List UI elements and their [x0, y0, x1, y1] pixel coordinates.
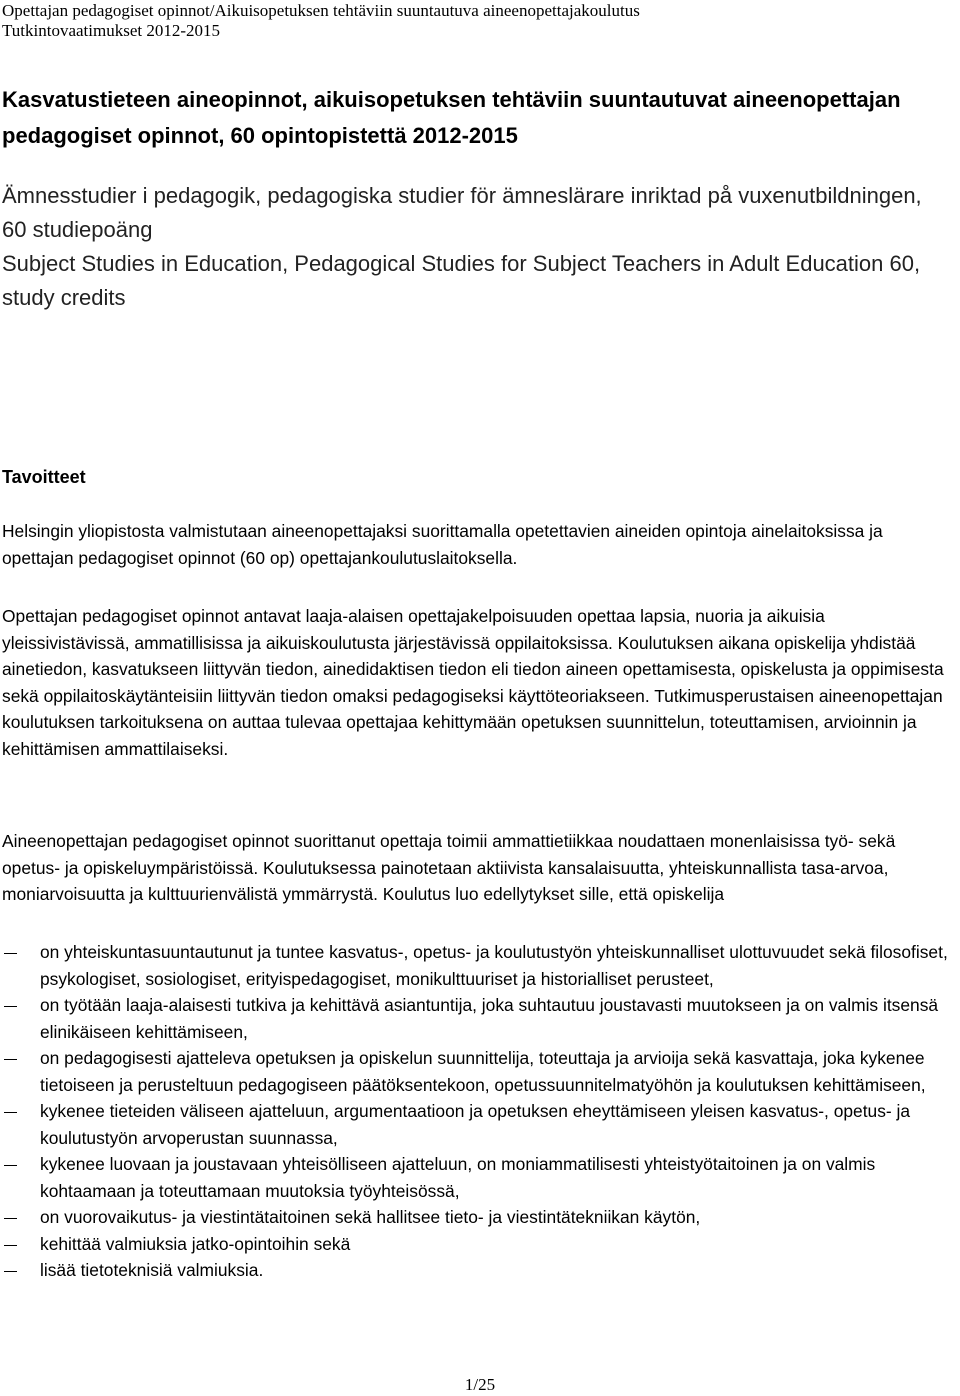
header-course-line: Opettajan pedagogiset opinnot/Aikuisopetuksen tehtäviin suuntautuva aineenopettajakoulutus: [2, 1, 640, 20]
list-item: [2, 1231, 957, 1258]
list-item-text: on pedagogisesti ajatteleva opetuksen ja opiskelun suunnittelija, toteuttaja ja arvioija sekä kasvattaja, joka kykenee tietoiseen ja perusteltuun pedagogiseen päätöksentekoon, opetussuunnitelmatyöhön ja koulutuksen kehittämiseen,: [40, 1048, 926, 1095]
list-item: [2, 939, 957, 992]
paragraph-qualification: Opettajan pedagogiset opinnot antavat laaja-alaisen opettajakelpoisuuden opettaa lapsia, nuoria ja aikuisia yleissivistävissä, ammatillisissa ja aikuiskoulutusta järjestävissä oppilaitoksissa. Koulutuksen aikana opiskelija yhdistää ainetiedon, kasvatukseen liittyvän tiedon, ainedidaktisen tiedon eli tiedon aineen opettamisesta, opiskelusta ja oppimisesta sekä oppilaitoskäytänteisiin liittyvän tiedon omaksi pedagogiseksi käyttöteoriakseen. Tutkimusperustaisen aineenopettajan koulutuksen tarkoituksena on auttaa tulevaa opettajaa kehittymään opetuksen suunnittelun, toteuttamisen, arvioinnin ja kehittämisen ammattilaiseksi.: [2, 606, 944, 759]
list-item-text: on työtään laaja-alaisesti tutkiva ja kehittävä asiantuntija, joka suhtautuu joustavasti muutokseen ja on valmis itsensä elinikäiseen kehittämiseen,: [40, 995, 939, 1042]
header-requirements-line: Tutkintovaatimukset 2012-2015: [2, 21, 221, 40]
document-title: Kasvatustieteen aineopinnot, aikuisopetuksen tehtäviin suuntautuvat aineenopettajan pedagogiset opinnot, 60 opintopistettä 2012-2015: [2, 87, 901, 148]
list-item: [2, 1045, 957, 1098]
list-item: [2, 992, 957, 1045]
paragraph-ethics: Aineenopettajan pedagogiset opinnot suorittanut opettaja toimii ammattietiikkaa noudattaen monenlaisissa työ- sekä opetus- ja opiskeluympäristöissä. Koulutuksessa painotetaan aktiivista kansalaisuutta, yhteiskunnallista tasa-arvoa, moniarvoisuutta ja kulttuurienvälistä ymmärrystä. Koulutus luo edellytykset sille, että opiskelija: [2, 831, 896, 904]
subtitle-swedish: Ämnesstudier i pedagogik, pedagogiska studier för ämneslärare inriktad på vuxenutbildningen, 60 studiepoäng: [2, 183, 922, 242]
dash-bullet: [4, 1245, 17, 1246]
page-number: 1/25: [464, 1375, 496, 1394]
page-header: [2, 1, 952, 41]
dash-bullet: [4, 1059, 17, 1060]
subtitle-block: [2, 179, 952, 315]
goals-list: [2, 939, 957, 1284]
dash-bullet: [4, 953, 17, 954]
list-item-text: on vuorovaikutus- ja viestintätaitoinen sekä hallitsee tieto- ja viestintätekniikan käytön,: [40, 1207, 701, 1227]
list-item-text: kykenee luovaan ja joustavaan yhteisölliseen ajatteluun, on moniammatilisesti yhteistyötaitoinen ja on valmis kohtaamaan ja toteuttamaan muutoksia työyhteisössä,: [40, 1154, 876, 1201]
dash-bullet: [4, 1218, 17, 1219]
list-item: [2, 1151, 957, 1204]
list-item-text: kykenee tieteiden väliseen ajatteluun, argumentaatioon ja opetuksen eheyttämiseen yleisen kasvatus-, opetus- ja koulutustyön arvoperustan suunnassa,: [40, 1101, 911, 1148]
list-item-text: on yhteiskuntasuuntautunut ja tuntee kasvatus-, opetus- ja koulutustyön yhteiskunnalliset ulottuvuudet sekä filosofiset, psykologiset, sosiologiset, erityispedagogiset, monikulttuuriset ja historialliset perusteet,: [40, 942, 948, 989]
subtitle-english: Subject Studies in Education, Pedagogical Studies for Subject Teachers in Adult Education 60, study credits: [2, 251, 921, 310]
section-heading-goals: Tavoitteet: [2, 467, 86, 487]
paragraph-intro: Helsingin yliopistosta valmistutaan aineenopettajaksi suorittamalla opetettavien aineiden opintoja ainelaitoksissa ja opettajan pedagogiset opinnot (60 op) opettajankoulutuslaitoksella.: [2, 521, 883, 568]
list-item: [2, 1204, 957, 1231]
dash-bullet: [4, 1165, 17, 1166]
dash-bullet: [4, 1006, 17, 1007]
list-item-text: kehittää valmiuksia jatko-opintoihin sekä: [40, 1233, 351, 1254]
list-item: [2, 1257, 957, 1284]
list-item: [2, 1098, 957, 1151]
dash-bullet: [4, 1271, 17, 1272]
list-item-text: lisää tietoteknisiä valmiuksia.: [40, 1260, 264, 1280]
dash-bullet: [4, 1112, 17, 1113]
